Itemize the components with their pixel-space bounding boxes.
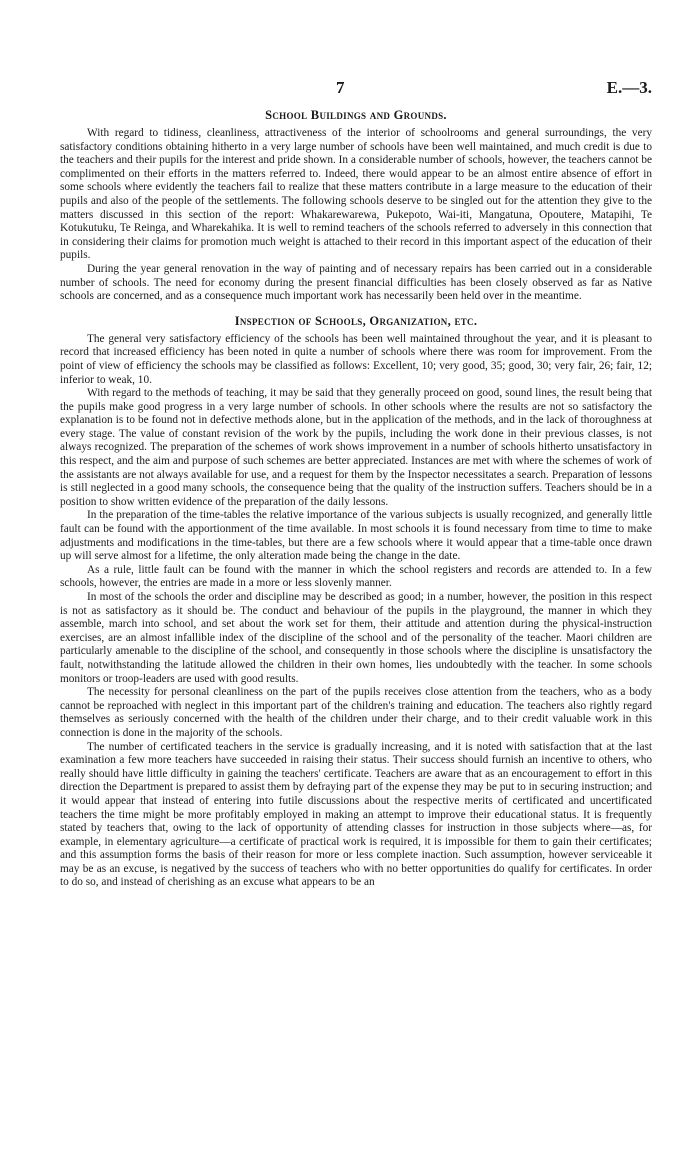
paragraph: During the year general renovation in the way of painting and of necessary repairs has been carried out in a considerable number of schools. The need for economy during the present financial difficulties has been closely observed as far as Native schools are concerned, and as a consequence much important work has necessarily been held over in the meantime. xyxy=(60,262,652,303)
page-header xyxy=(60,78,652,108)
paragraph: With regard to tidiness, cleanliness, attractiveness of the interior of schoolrooms and general surroundings, the very satisfactory conditions obtaining hitherto in a very large number of schools have been well maintained, and much credit is due to the teachers and their pupils for the interest and pride shown. In a considerable number of schools, however, the teachers cannot be complimented on their efforts in the matters referred to. Indeed, there would appear to be an almost entire absence of effort in some schools where evidently the teachers fail to realize that these matters contribute in a large measure to the education of their pupils and also of the people of the settlements. The following schools deserve to be singled out for the attention they give to the matters discussed in this section of the report: Whakarewarewa, Pukepoto, Wai-iti, Mangatuna, Opoutere, Matapihi, Te Kotukutuku, Te Reinga, and Wharekahika. It is well to remind teachers of the schools referred to adversely in this connection that in considering their claims for promotion much weight is attached to their record in this important aspect of the education of their pupils. xyxy=(60,127,652,262)
paragraph: As a rule, little fault can be found with the manner in which the school registers and records are attended to. In a few schools, however, the entries are made in a more or less slovenly manner. xyxy=(60,563,652,590)
page-reference: E.—3. xyxy=(606,78,652,97)
paragraph: In most of the schools the order and discipline may be described as good; in a number, however, the position in this respect is not as satisfactory as it should be. The conduct and behaviour of the pupils in the playground, the manner in which they assemble, march into school, and set about the work set for them, their attitude and attention during the physical-instruction exercises, are an almost infallible index of the discipline of the school and of the personality of the teacher. Maori children are particularly amenable to the discipline of the school, and consequently in those schools where the discipline is unsatisfactory the fault, notwithstanding the latitude allowed the children in their own homes, lies undoubtedly with the teacher. In some schools monitors or troop-leaders are used with good results. xyxy=(60,591,652,685)
section-inspection xyxy=(60,314,652,890)
page-number: 7 xyxy=(336,78,345,97)
section-buildings-grounds xyxy=(60,108,652,304)
paragraph: The necessity for personal cleanliness on the part of the pupils receives close attention from the teachers, who as a body cannot be reproached with neglect in this important part of the children's training and education. The teachers also rightly regard themselves as seriously concerned with the health of the children under their charge, and to their credit valuable work in this connection is done in the majority of the schools. xyxy=(60,686,652,739)
paragraph: The number of certificated teachers in the service is gradually increasing, and it is noted with satisfaction that at the last examination a few more teachers have succeeded in raising their status. Their success should furnish an incentive to others, who really should have little difficulty in gaining the teachers' certificate. Teachers are aware that as an encouragement to effort in this direction the Department is prepared to assist them by defraying part of the expense they may be put to in securing instruction; and it would appear that instead of entering into futile discussions about the respective merits of certificated and uncertificated teachers the time might be more profitably employed in making an attempt to improve their educational status. It is frequently stated by teachers that, owing to the lack of opportunity of attending classes for instruction in those subjects where—as, for example, in elementary agriculture—a certificate of practical work is required, it is impossible for them to gain their certificates; and this assumption forms the basis of their reason for more or less complete inaction. Such assumption, however serviceable it may be as an excuse, is negatived by the success of teachers who with no better opportunities do qualify for certificates. In order to do so, and instead of cherishing as an excuse what appears to be an xyxy=(60,740,652,889)
paragraph: With regard to the methods of teaching, it may be said that they generally proceed on good, sound lines, the result being that the pupils make good progress in a very large number of schools. In other schools where the results are not so satisfactory the explanation is to be found not in defective methods alone, but in the application of the methods, and in the lack of thoroughness at every stage. The value of constant revision of the work by the pupils, including the work done in their previous classes, is not always recognized. The preparation of the schemes of work shows improvement in a number of schools hitherto unsatisfactory in this respect, and the aim and purpose of such schemes are better appreciated. Instances are met with where the schemes of work of the assistants are not always available for use, and a request for them by the Inspector necessitates a search. Preparation of lessons is still neglected in a good many schools, the consequence being that the quality of the instruction suffers. Teachers should be in a position to show written evidence of the preparation of the daily lessons. xyxy=(60,387,652,508)
paragraph: In the preparation of the time-tables the relative importance of the various subjects is usually recognized, and generally little fault can be found with the apportionment of the time available. In most schools it is found necessary from time to time to make adjustments and modifications in the time-tables, but there are a few schools where it would appear that a time-table once drawn up will serve almost for a lifetime, the only alteration made being the change in the date. xyxy=(60,509,652,563)
paragraph: The general very satisfactory efficiency of the schools has been well maintained throughout the year, and it is pleasant to record that increased efficiency has been noted in quite a number of schools where there was room for improvement. From the point of view of efficiency the schools may be classified as follows: Excellent, 10; very good, 35; good, 30; very fair, 26; fair, 12; inferior to weak, 10. xyxy=(60,332,652,386)
document-page xyxy=(60,78,652,890)
section-heading: Inspection of Schools, Organization, etc. xyxy=(234,313,478,328)
section-heading: School Buildings and Grounds. xyxy=(265,108,447,122)
